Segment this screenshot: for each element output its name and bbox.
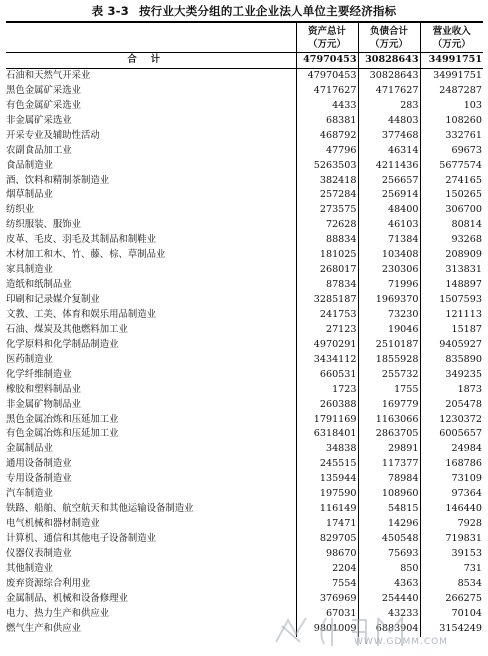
row-assets: 87834 — [296, 278, 358, 293]
row-liabilities: 4363 — [358, 577, 420, 592]
row-liabilities: 75693 — [358, 547, 420, 562]
header-liabilities: 负债合计 — [358, 22, 420, 38]
row-revenue: 70104 — [420, 607, 483, 622]
row-revenue: 15187 — [420, 323, 483, 338]
table-row — [6, 562, 483, 577]
row-revenue: 5677574 — [420, 159, 483, 174]
row-liabilities: 2863705 — [358, 427, 420, 442]
row-assets: 376969 — [296, 592, 358, 607]
table-row — [6, 353, 483, 368]
row-liabilities: 44803 — [358, 114, 420, 129]
row-liabilities: 4211436 — [358, 159, 420, 174]
row-assets: 135944 — [296, 472, 358, 487]
row-liabilities: 1755 — [358, 383, 420, 398]
row-liabilities: 48400 — [358, 203, 420, 218]
row-liabilities: 46314 — [358, 144, 420, 159]
row-industry-name: 黑色金属冶炼和压延加工业 — [6, 413, 119, 425]
row-revenue: 168786 — [420, 457, 483, 472]
row-revenue: 1230372 — [420, 413, 483, 428]
row-industry-name: 印刷和记录媒介复制业 — [6, 294, 100, 305]
table-title-text: 按行业大类分组的工业企业法人单位主要经济指标 — [138, 4, 397, 18]
table-row — [6, 68, 483, 83]
row-assets: 257284 — [296, 188, 358, 203]
row-revenue: 121113 — [420, 308, 483, 323]
row-liabilities: 6883904 — [358, 622, 420, 637]
row-assets: 260388 — [296, 398, 358, 413]
table-row — [6, 263, 483, 278]
table-row — [6, 159, 483, 174]
row-revenue: 208909 — [420, 248, 483, 263]
row-industry-name: 非金属矿物制品业 — [6, 398, 82, 410]
row-liabilities: 4717627 — [358, 84, 420, 99]
row-revenue: 306700 — [420, 203, 483, 218]
row-revenue: 2487287 — [420, 84, 483, 99]
row-revenue: 1507593 — [420, 293, 483, 308]
total-row — [6, 53, 483, 69]
row-industry-name: 开采专业及辅助性活动 — [6, 129, 100, 141]
table-row — [6, 323, 483, 338]
table-row — [6, 427, 483, 442]
row-assets: 1791169 — [296, 413, 358, 428]
table-body — [6, 53, 483, 637]
row-liabilities: 78984 — [358, 472, 420, 487]
row-industry-name: 文教、工美、体育和娱乐用品制造业 — [6, 308, 157, 320]
row-revenue: 1873 — [420, 383, 483, 398]
row-industry-name: 医药制造业 — [6, 353, 53, 365]
total-revenue: 34991751 — [420, 53, 483, 69]
row-liabilities: 71996 — [358, 278, 420, 293]
table-row — [6, 203, 483, 218]
table-title — [0, 3, 488, 19]
row-industry-name: 农副食品加工业 — [6, 144, 72, 156]
row-liabilities: 230306 — [358, 263, 420, 278]
row-revenue: 205478 — [420, 398, 483, 413]
row-industry-name: 造纸和纸制品业 — [6, 279, 72, 291]
row-industry-name: 黑色金属矿采选业 — [6, 84, 82, 96]
watermark-text: WWW.GDMM.COM — [354, 637, 448, 647]
row-industry-name: 化学原料和化学制品制造业 — [6, 338, 119, 350]
row-industry-name: 木材加工和木、竹、藤、棕、草制品业 — [6, 249, 166, 261]
row-revenue: 719831 — [420, 532, 483, 547]
table-row — [6, 308, 483, 323]
row-liabilities: 108960 — [358, 487, 420, 502]
table-header — [6, 22, 483, 53]
watermark-logo — [266, 612, 476, 652]
economic-indicators-table — [6, 21, 483, 637]
row-liabilities: 54815 — [358, 502, 420, 517]
row-assets: 9801009 — [296, 622, 358, 637]
table-row — [6, 398, 483, 413]
table-row — [6, 248, 483, 263]
row-industry-name: 石油、煤炭及其他燃料加工业 — [6, 323, 128, 335]
row-industry-name: 橡胶和塑料制品业 — [6, 383, 82, 395]
row-industry-name: 有色金属矿采选业 — [6, 99, 82, 111]
row-assets: 468792 — [296, 129, 358, 144]
row-revenue: 97364 — [420, 487, 483, 502]
header-liabilities-unit: （万元） — [358, 38, 420, 53]
table-row — [6, 368, 483, 383]
row-liabilities: 117377 — [358, 457, 420, 472]
row-assets: 7554 — [296, 577, 358, 592]
row-assets: 273575 — [296, 203, 358, 218]
table-row — [6, 144, 483, 159]
row-assets: 88834 — [296, 233, 358, 248]
row-liabilities: 450548 — [358, 532, 420, 547]
row-revenue: 9405927 — [420, 338, 483, 353]
row-revenue: 73109 — [420, 472, 483, 487]
row-assets: 5263503 — [296, 159, 358, 174]
row-revenue: 313831 — [420, 263, 483, 278]
row-revenue: 24984 — [420, 442, 483, 457]
row-assets: 241753 — [296, 308, 358, 323]
table-row — [6, 114, 483, 129]
row-revenue: 39153 — [420, 547, 483, 562]
row-industry-name: 其他制造业 — [6, 562, 53, 574]
table-row — [6, 442, 483, 457]
row-industry-name: 金属制品、机械和设备修理业 — [6, 592, 128, 604]
row-liabilities: 103408 — [358, 248, 420, 263]
row-industry-name: 纺织业 — [6, 204, 35, 216]
row-liabilities: 2510187 — [358, 338, 420, 353]
row-liabilities: 29891 — [358, 442, 420, 457]
row-revenue: 148897 — [420, 278, 483, 293]
row-assets: 27123 — [296, 323, 358, 338]
row-liabilities: 71384 — [358, 233, 420, 248]
row-liabilities: 255732 — [358, 368, 420, 383]
row-industry-name: 金属制品业 — [6, 443, 53, 455]
row-industry-name: 燃气生产和供应业 — [6, 622, 82, 634]
row-industry-name: 废弃资源综合利用业 — [6, 577, 91, 589]
table-row — [6, 233, 483, 248]
header-revenue-unit: （万元） — [420, 38, 483, 53]
row-revenue: 34991751 — [420, 68, 483, 83]
row-industry-name: 专用设备制造业 — [6, 473, 72, 485]
row-revenue: 274165 — [420, 174, 483, 189]
row-revenue: 6005657 — [420, 427, 483, 442]
header-revenue: 营业收入 — [420, 22, 483, 38]
row-revenue: 69673 — [420, 144, 483, 159]
table-row — [6, 532, 483, 547]
row-industry-name: 纺织服装、服饰业 — [6, 219, 82, 231]
header-assets: 资产总计 — [296, 22, 358, 38]
row-revenue: 7928 — [420, 517, 483, 532]
row-revenue: 731 — [420, 562, 483, 577]
table-number: 表 3-3 — [91, 4, 129, 18]
row-revenue: 108260 — [420, 114, 483, 129]
table-row — [6, 338, 483, 353]
row-liabilities: 850 — [358, 562, 420, 577]
row-industry-name: 非金属矿采选业 — [6, 114, 72, 126]
table-row — [6, 517, 483, 532]
row-assets: 660531 — [296, 368, 358, 383]
total-label: 合计 — [6, 53, 296, 69]
total-liabilities: 30828643 — [358, 53, 420, 69]
row-industry-name: 皮革、毛皮、羽毛及其制品和制鞋业 — [6, 234, 157, 246]
row-liabilities: 256657 — [358, 174, 420, 189]
row-revenue: 332761 — [420, 129, 483, 144]
row-revenue: 80814 — [420, 218, 483, 233]
row-liabilities: 254440 — [358, 592, 420, 607]
row-revenue: 8534 — [420, 577, 483, 592]
row-industry-name: 仪器仪表制造业 — [6, 547, 72, 559]
table-row — [6, 502, 483, 517]
table-row — [6, 99, 483, 114]
row-industry-name: 食品制造业 — [6, 159, 53, 171]
row-assets: 245515 — [296, 457, 358, 472]
row-liabilities: 43233 — [358, 607, 420, 622]
row-assets: 34838 — [296, 442, 358, 457]
row-revenue: 93268 — [420, 233, 483, 248]
row-assets: 68381 — [296, 114, 358, 129]
row-assets: 98670 — [296, 547, 358, 562]
table-row — [6, 218, 483, 233]
row-assets: 2204 — [296, 562, 358, 577]
row-assets: 47970453 — [296, 68, 358, 83]
table-row — [6, 457, 483, 472]
row-liabilities: 30828643 — [358, 68, 420, 83]
table-row — [6, 577, 483, 592]
row-liabilities: 46103 — [358, 218, 420, 233]
row-assets: 6318401 — [296, 427, 358, 442]
table-row — [6, 383, 483, 398]
row-industry-name: 通用设备制造业 — [6, 458, 72, 470]
table-row — [6, 293, 483, 308]
total-assets: 47970453 — [296, 53, 358, 69]
row-assets: 181025 — [296, 248, 358, 263]
table-row — [6, 592, 483, 607]
row-industry-name: 铁路、船舶、航空航天和其他运输设备制造业 — [6, 503, 194, 515]
row-assets: 197590 — [296, 487, 358, 502]
row-industry-name: 计算机、通信和其他电子设备制造业 — [6, 533, 157, 544]
row-liabilities: 256914 — [358, 188, 420, 203]
row-assets: 829705 — [296, 532, 358, 547]
row-industry-name: 化学纤维制造业 — [6, 368, 72, 380]
row-liabilities: 377468 — [358, 129, 420, 144]
row-liabilities: 73230 — [358, 308, 420, 323]
header-assets-unit: （万元） — [296, 38, 358, 53]
table-row — [6, 487, 483, 502]
row-liabilities: 1969370 — [358, 293, 420, 308]
row-liabilities: 19046 — [358, 323, 420, 338]
row-industry-name: 烟草制品业 — [6, 189, 53, 201]
table-row — [6, 547, 483, 562]
row-assets: 382418 — [296, 174, 358, 189]
row-assets: 47796 — [296, 144, 358, 159]
row-liabilities: 1855928 — [358, 353, 420, 368]
row-revenue: 103 — [420, 99, 483, 114]
row-assets: 3285187 — [296, 293, 358, 308]
row-liabilities: 14296 — [358, 517, 420, 532]
row-assets: 72628 — [296, 218, 358, 233]
row-assets: 3434112 — [296, 353, 358, 368]
row-industry-name: 家具制造业 — [6, 264, 53, 276]
row-revenue: 349235 — [420, 368, 483, 383]
table-row — [6, 413, 483, 428]
row-assets: 4970291 — [296, 338, 358, 353]
row-liabilities: 283 — [358, 99, 420, 114]
row-revenue: 150265 — [420, 188, 483, 203]
header-corner-2 — [6, 38, 296, 53]
row-assets: 1723 — [296, 383, 358, 398]
row-industry-name: 酒、饮料和精制茶制造业 — [6, 174, 110, 186]
row-revenue: 835890 — [420, 353, 483, 368]
row-revenue: 266275 — [420, 592, 483, 607]
row-liabilities: 169779 — [358, 398, 420, 413]
table-row — [6, 129, 483, 144]
table-row — [6, 472, 483, 487]
row-industry-name: 有色金属冶炼和压延加工业 — [6, 428, 119, 440]
row-industry-name: 石油和天然气开采业 — [6, 69, 91, 81]
row-assets: 116149 — [296, 502, 358, 517]
table-row — [6, 84, 483, 99]
row-revenue: 3154249 — [420, 622, 483, 637]
row-industry-name: 汽车制造业 — [6, 488, 53, 500]
table-row — [6, 174, 483, 189]
table-row — [6, 278, 483, 293]
row-assets: 67031 — [296, 607, 358, 622]
row-liabilities: 1163066 — [358, 413, 420, 428]
row-assets: 17471 — [296, 517, 358, 532]
row-assets: 268017 — [296, 263, 358, 278]
row-assets: 4717627 — [296, 84, 358, 99]
row-industry-name: 电力、热力生产和供应业 — [6, 607, 110, 619]
row-assets: 4433 — [296, 99, 358, 114]
row-industry-name: 电气机械和器材制造业 — [6, 518, 100, 530]
header-corner — [6, 22, 296, 38]
row-revenue: 146440 — [420, 502, 483, 517]
table-row — [6, 188, 483, 203]
